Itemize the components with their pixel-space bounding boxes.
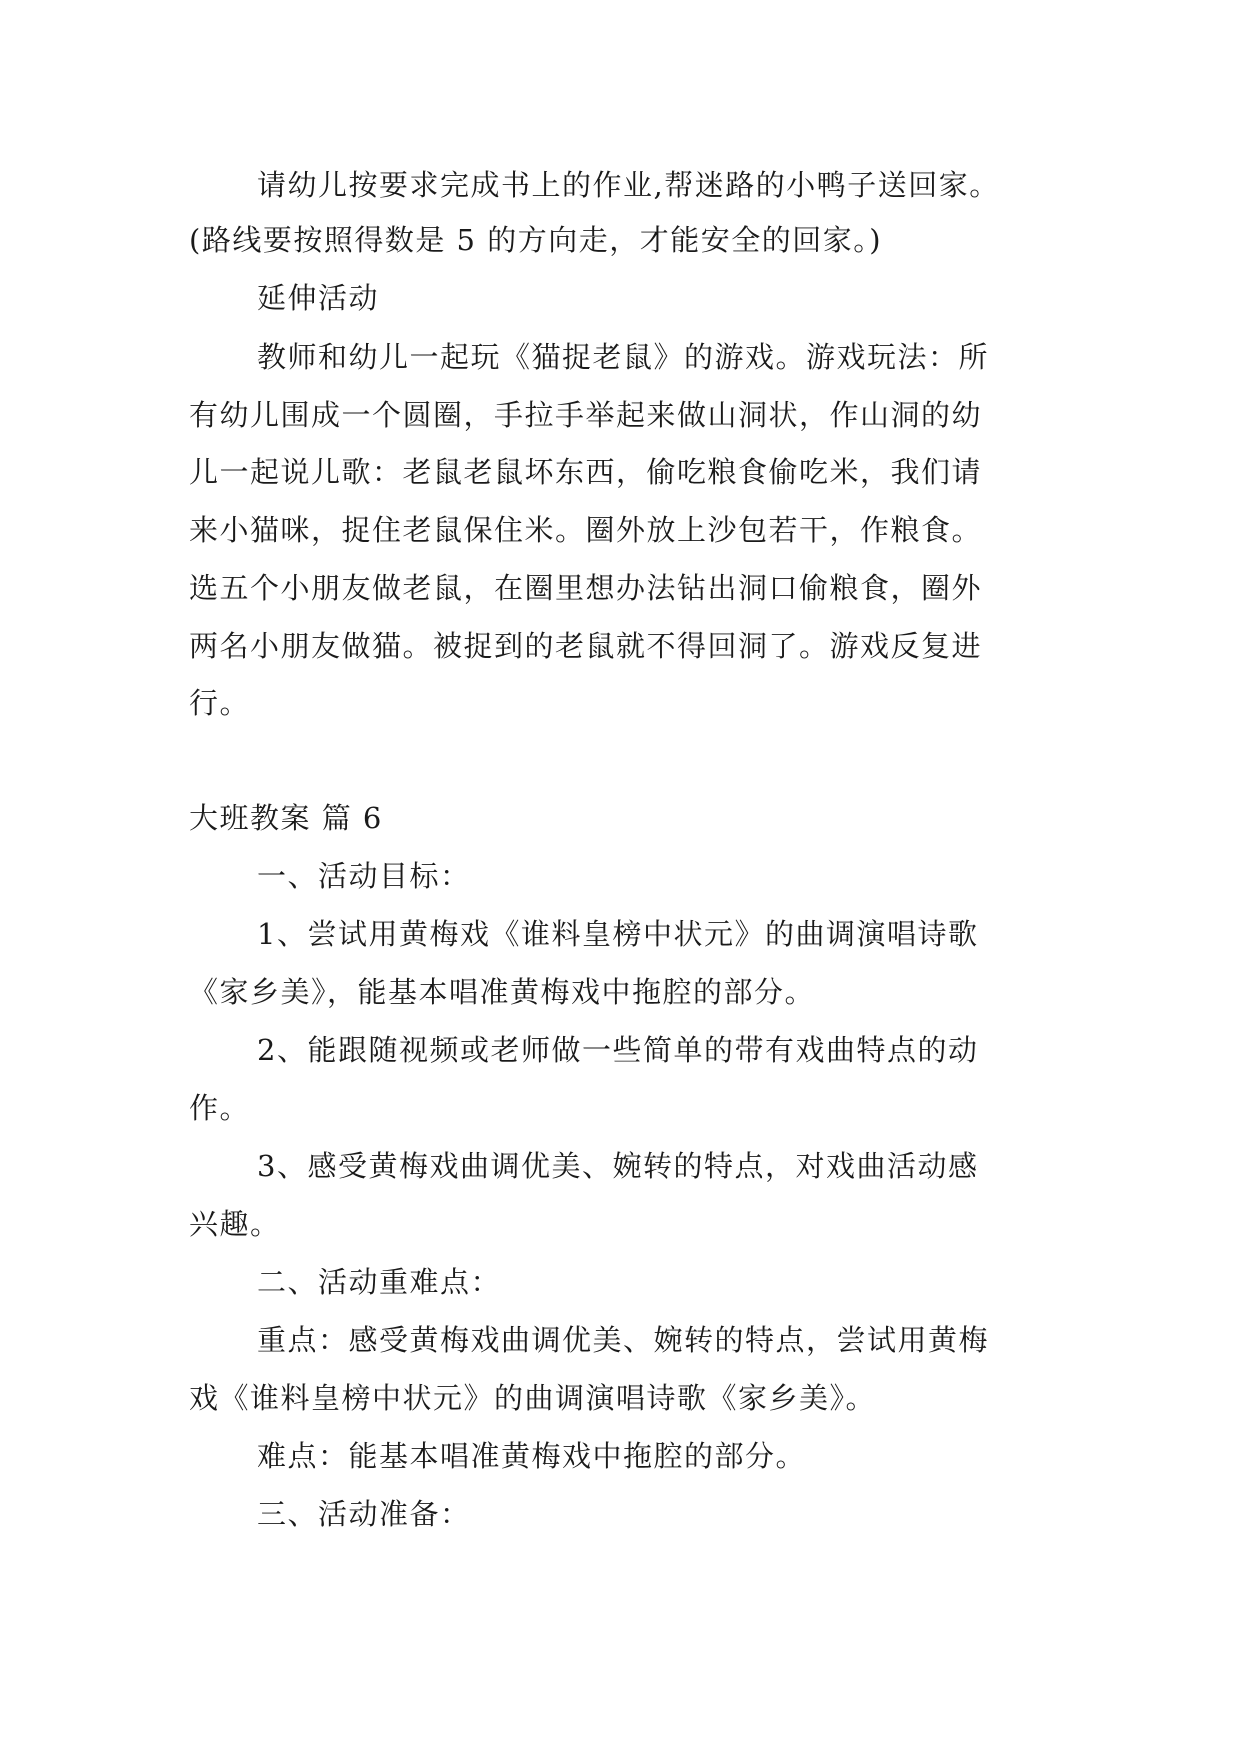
section-title: 大班教案 篇 6 [189, 801, 383, 835]
text-line: 2、能跟随视频或老师做一些简单的带有戏曲特点的动 [257, 1033, 979, 1067]
section-heading: 三、活动准备： [257, 1497, 471, 1531]
text-line: (路线要按照得数是 5 的方向走，才能安全的回家。) [189, 223, 883, 257]
text-line: 《家乡美》，能基本唱准黄梅戏中拖腔的部分。 [189, 975, 816, 1009]
text-line: 戏《谁料皇榜中状元》的曲调演唱诗歌《家乡美》。 [189, 1381, 877, 1415]
text-line: 来小猫咪，捉住老鼠保住米。圈外放上沙包若干，作粮食。 [189, 513, 983, 547]
section-heading: 延伸活动 [257, 281, 380, 315]
section-heading: 二、活动重难点： [257, 1265, 502, 1299]
text-line: 选五个小朋友做老鼠，在圈里想办法钻出洞口偷粮食，圈外 [189, 571, 983, 605]
text-line: 作。 [189, 1091, 251, 1125]
text-line: 难点：能基本唱准黄梅戏中拖腔的部分。 [257, 1439, 807, 1473]
text-line: 行。 [189, 686, 251, 720]
text-line: 重点：感受黄梅戏曲调优美、婉转的特点，尝试用黄梅 [257, 1323, 990, 1357]
text-line: 两名小朋友做猫。被捉到的老鼠就不得回洞了。游戏反复进 [189, 629, 983, 663]
text-line: 儿一起说儿歌：老鼠老鼠坏东西，偷吃粮食偷吃米，我们请 [189, 455, 983, 489]
text-line: 1、尝试用黄梅戏《谁料皇榜中状元》的曲调演唱诗歌 [257, 917, 979, 951]
section-heading: 一、活动目标： [257, 859, 471, 893]
text-line: 兴趣。 [189, 1207, 281, 1241]
text-line: 有幼儿围成一个圆圈，手拉手举起来做山洞状，作山洞的幼 [189, 398, 983, 432]
text-line: 3、感受黄梅戏曲调优美、婉转的特点，对戏曲活动感 [257, 1149, 979, 1183]
text-line: 请幼儿按要求完成书上的作业,帮迷路的小鸭子送回家。 [257, 168, 1000, 202]
text-line: 教师和幼儿一起玩《猫捉老鼠》的游戏。游戏玩法：所 [257, 340, 990, 374]
